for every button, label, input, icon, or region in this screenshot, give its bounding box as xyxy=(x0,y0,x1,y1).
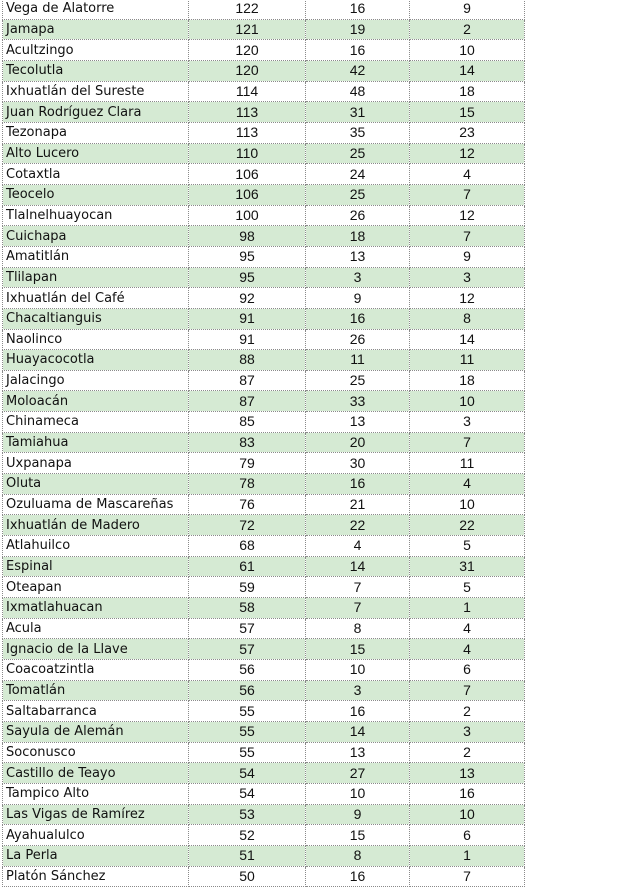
value-1-cell: 53 xyxy=(189,804,306,825)
table-row xyxy=(3,19,525,40)
municipality-name-cell: Chinameca xyxy=(3,412,189,433)
value-1-cell: 76 xyxy=(189,494,306,515)
municipality-name-cell: Acula xyxy=(3,618,189,639)
value-3-cell: 12 xyxy=(410,143,525,164)
value-1-cell: 57 xyxy=(189,618,306,639)
value-1-cell: 120 xyxy=(189,60,306,81)
value-1-cell: 83 xyxy=(189,432,306,453)
table-row xyxy=(3,432,525,453)
table-row xyxy=(3,102,525,123)
value-2-cell: 3 xyxy=(306,680,410,701)
table-row xyxy=(3,515,525,536)
value-1-cell: 55 xyxy=(189,742,306,763)
value-3-cell: 8 xyxy=(410,308,525,329)
value-2-cell: 25 xyxy=(306,370,410,391)
value-1-cell: 98 xyxy=(189,226,306,247)
value-2-cell: 16 xyxy=(306,474,410,495)
value-1-cell: 91 xyxy=(189,329,306,350)
value-2-cell: 13 xyxy=(306,412,410,433)
value-1-cell: 55 xyxy=(189,701,306,722)
value-3-cell: 4 xyxy=(410,639,525,660)
value-2-cell: 26 xyxy=(306,205,410,226)
municipality-name-cell: Las Vigas de Ramírez xyxy=(3,804,189,825)
municipality-name-cell: Platón Sánchez xyxy=(3,866,189,887)
table-row xyxy=(3,60,525,81)
value-3-cell: 6 xyxy=(410,825,525,846)
value-3-cell: 2 xyxy=(410,742,525,763)
municipality-name-cell: Atlahuilco xyxy=(3,536,189,557)
value-1-cell: 106 xyxy=(189,184,306,205)
value-2-cell: 48 xyxy=(306,81,410,102)
municipality-name-cell: Tlalnelhuayocan xyxy=(3,205,189,226)
value-2-cell: 22 xyxy=(306,515,410,536)
table-row xyxy=(3,329,525,350)
table-row xyxy=(3,556,525,577)
value-3-cell: 23 xyxy=(410,122,525,143)
value-1-cell: 56 xyxy=(189,660,306,681)
value-3-cell: 10 xyxy=(410,391,525,412)
value-1-cell: 122 xyxy=(189,0,306,19)
value-2-cell: 35 xyxy=(306,122,410,143)
value-2-cell: 10 xyxy=(306,783,410,804)
table-row xyxy=(3,825,525,846)
table-row xyxy=(3,246,525,267)
value-2-cell: 24 xyxy=(306,164,410,185)
value-3-cell: 7 xyxy=(410,680,525,701)
value-2-cell: 20 xyxy=(306,432,410,453)
table-row xyxy=(3,81,525,102)
table-row xyxy=(3,536,525,557)
value-2-cell: 3 xyxy=(306,267,410,288)
value-2-cell: 42 xyxy=(306,60,410,81)
municipality-name-cell: Tlilapan xyxy=(3,267,189,288)
table-row xyxy=(3,267,525,288)
table-row xyxy=(3,474,525,495)
value-1-cell: 50 xyxy=(189,866,306,887)
value-1-cell: 85 xyxy=(189,412,306,433)
value-3-cell: 5 xyxy=(410,536,525,557)
value-3-cell: 5 xyxy=(410,577,525,598)
value-1-cell: 59 xyxy=(189,577,306,598)
value-3-cell: 4 xyxy=(410,164,525,185)
value-2-cell: 25 xyxy=(306,184,410,205)
municipality-name-cell: Tampico Alto xyxy=(3,783,189,804)
value-2-cell: 7 xyxy=(306,577,410,598)
value-2-cell: 30 xyxy=(306,453,410,474)
value-3-cell: 4 xyxy=(410,474,525,495)
municipality-name-cell: Soconusco xyxy=(3,742,189,763)
municipality-name-cell: Vega de Alatorre xyxy=(3,0,189,19)
value-3-cell: 10 xyxy=(410,40,525,61)
table-row xyxy=(3,0,525,19)
table-row xyxy=(3,122,525,143)
value-1-cell: 57 xyxy=(189,639,306,660)
municipality-name-cell: Castillo de Teayo xyxy=(3,763,189,784)
municipality-name-cell: Espinal xyxy=(3,556,189,577)
table-row xyxy=(3,370,525,391)
value-2-cell: 4 xyxy=(306,536,410,557)
table-row xyxy=(3,804,525,825)
municipality-name-cell: Teocelo xyxy=(3,184,189,205)
value-3-cell: 10 xyxy=(410,804,525,825)
value-1-cell: 113 xyxy=(189,122,306,143)
table-row xyxy=(3,205,525,226)
value-2-cell: 15 xyxy=(306,639,410,660)
value-1-cell: 68 xyxy=(189,536,306,557)
table-row xyxy=(3,308,525,329)
value-1-cell: 55 xyxy=(189,721,306,742)
value-3-cell: 3 xyxy=(410,412,525,433)
value-3-cell: 13 xyxy=(410,763,525,784)
value-1-cell: 95 xyxy=(189,246,306,267)
value-1-cell: 92 xyxy=(189,288,306,309)
value-2-cell: 11 xyxy=(306,350,410,371)
table-row xyxy=(3,660,525,681)
value-3-cell: 6 xyxy=(410,660,525,681)
municipality-name-cell: Juan Rodríguez Clara xyxy=(3,102,189,123)
value-1-cell: 54 xyxy=(189,763,306,784)
municipality-name-cell: Saltabarranca xyxy=(3,701,189,722)
table-row xyxy=(3,742,525,763)
value-2-cell: 33 xyxy=(306,391,410,412)
table-row xyxy=(3,412,525,433)
value-3-cell: 16 xyxy=(410,783,525,804)
table-row xyxy=(3,453,525,474)
value-3-cell: 9 xyxy=(410,246,525,267)
value-3-cell: 14 xyxy=(410,60,525,81)
table-row xyxy=(3,350,525,371)
value-1-cell: 79 xyxy=(189,453,306,474)
value-1-cell: 91 xyxy=(189,308,306,329)
municipality-name-cell: Cuichapa xyxy=(3,226,189,247)
municipality-name-cell: Ayahualulco xyxy=(3,825,189,846)
table-row xyxy=(3,494,525,515)
municipality-name-cell: Alto Lucero xyxy=(3,143,189,164)
value-1-cell: 87 xyxy=(189,391,306,412)
value-1-cell: 95 xyxy=(189,267,306,288)
table-row xyxy=(3,783,525,804)
value-2-cell: 9 xyxy=(306,288,410,309)
municipality-name-cell: Oteapan xyxy=(3,577,189,598)
municipality-name-cell: Ixhuatlán del Sureste xyxy=(3,81,189,102)
municipality-name-cell: Moloacán xyxy=(3,391,189,412)
table-row xyxy=(3,391,525,412)
value-3-cell: 15 xyxy=(410,102,525,123)
value-3-cell: 7 xyxy=(410,184,525,205)
municipality-name-cell: Acultzingo xyxy=(3,40,189,61)
table-row xyxy=(3,639,525,660)
value-3-cell: 2 xyxy=(410,19,525,40)
value-1-cell: 100 xyxy=(189,205,306,226)
table-row xyxy=(3,226,525,247)
municipality-name-cell: Ignacio de la Llave xyxy=(3,639,189,660)
municipality-name-cell: Tezonapa xyxy=(3,122,189,143)
value-3-cell: 18 xyxy=(410,81,525,102)
value-2-cell: 13 xyxy=(306,742,410,763)
value-1-cell: 72 xyxy=(189,515,306,536)
value-1-cell: 58 xyxy=(189,598,306,619)
municipality-name-cell: Tecolutla xyxy=(3,60,189,81)
table-row xyxy=(3,721,525,742)
value-1-cell: 56 xyxy=(189,680,306,701)
value-2-cell: 15 xyxy=(306,825,410,846)
value-2-cell: 7 xyxy=(306,598,410,619)
municipality-name-cell: Ozuluama de Mascareñas xyxy=(3,494,189,515)
value-2-cell: 16 xyxy=(306,866,410,887)
municipality-name-cell: Ixhuatlán de Madero xyxy=(3,515,189,536)
table-row xyxy=(3,40,525,61)
value-1-cell: 78 xyxy=(189,474,306,495)
municipality-name-cell: La Perla xyxy=(3,845,189,866)
value-2-cell: 8 xyxy=(306,618,410,639)
table-row xyxy=(3,845,525,866)
value-2-cell: 26 xyxy=(306,329,410,350)
municipality-name-cell: Tamiahua xyxy=(3,432,189,453)
value-3-cell: 3 xyxy=(410,721,525,742)
table-row xyxy=(3,143,525,164)
value-1-cell: 113 xyxy=(189,102,306,123)
value-3-cell: 4 xyxy=(410,618,525,639)
table-row xyxy=(3,618,525,639)
value-3-cell: 7 xyxy=(410,226,525,247)
table-row xyxy=(3,577,525,598)
value-3-cell: 9 xyxy=(410,0,525,19)
table-row xyxy=(3,701,525,722)
table-row xyxy=(3,184,525,205)
municipality-name-cell: Coacoatzintla xyxy=(3,660,189,681)
value-3-cell: 1 xyxy=(410,598,525,619)
table-row xyxy=(3,598,525,619)
value-3-cell: 31 xyxy=(410,556,525,577)
value-1-cell: 110 xyxy=(189,143,306,164)
value-1-cell: 106 xyxy=(189,164,306,185)
value-2-cell: 19 xyxy=(306,19,410,40)
value-3-cell: 12 xyxy=(410,205,525,226)
value-2-cell: 13 xyxy=(306,246,410,267)
value-1-cell: 61 xyxy=(189,556,306,577)
value-2-cell: 31 xyxy=(306,102,410,123)
table-row xyxy=(3,866,525,887)
municipality-name-cell: Uxpanapa xyxy=(3,453,189,474)
value-1-cell: 54 xyxy=(189,783,306,804)
municipality-name-cell: Ixhuatlán del Café xyxy=(3,288,189,309)
municipality-name-cell: Chacaltianguis xyxy=(3,308,189,329)
municipality-name-cell: Ixmatlahuacan xyxy=(3,598,189,619)
value-2-cell: 16 xyxy=(306,308,410,329)
value-2-cell: 16 xyxy=(306,701,410,722)
value-2-cell: 9 xyxy=(306,804,410,825)
municipality-name-cell: Sayula de Alemán xyxy=(3,721,189,742)
value-3-cell: 12 xyxy=(410,288,525,309)
value-3-cell: 11 xyxy=(410,453,525,474)
value-3-cell: 22 xyxy=(410,515,525,536)
value-2-cell: 16 xyxy=(306,0,410,19)
municipality-name-cell: Oluta xyxy=(3,474,189,495)
municipality-name-cell: Naolinco xyxy=(3,329,189,350)
value-1-cell: 51 xyxy=(189,845,306,866)
value-1-cell: 121 xyxy=(189,19,306,40)
value-3-cell: 10 xyxy=(410,494,525,515)
municipality-name-cell: Huayacocotla xyxy=(3,350,189,371)
value-2-cell: 14 xyxy=(306,556,410,577)
table-row xyxy=(3,164,525,185)
value-1-cell: 88 xyxy=(189,350,306,371)
value-1-cell: 52 xyxy=(189,825,306,846)
value-2-cell: 8 xyxy=(306,845,410,866)
municipality-name-cell: Tomatlán xyxy=(3,680,189,701)
value-3-cell: 2 xyxy=(410,701,525,722)
table-row xyxy=(3,288,525,309)
value-3-cell: 7 xyxy=(410,866,525,887)
value-2-cell: 27 xyxy=(306,763,410,784)
value-3-cell: 11 xyxy=(410,350,525,371)
municipality-data-table xyxy=(2,0,525,887)
table-row xyxy=(3,680,525,701)
value-3-cell: 14 xyxy=(410,329,525,350)
value-2-cell: 16 xyxy=(306,40,410,61)
municipality-name-cell: Jalacingo xyxy=(3,370,189,391)
municipality-name-cell: Jamapa xyxy=(3,19,189,40)
table-body xyxy=(3,0,525,887)
value-1-cell: 87 xyxy=(189,370,306,391)
value-2-cell: 25 xyxy=(306,143,410,164)
value-3-cell: 7 xyxy=(410,432,525,453)
value-3-cell: 3 xyxy=(410,267,525,288)
municipality-name-cell: Amatitlán xyxy=(3,246,189,267)
value-1-cell: 120 xyxy=(189,40,306,61)
table-row xyxy=(3,763,525,784)
value-3-cell: 18 xyxy=(410,370,525,391)
municipality-name-cell: Cotaxtla xyxy=(3,164,189,185)
value-2-cell: 21 xyxy=(306,494,410,515)
value-2-cell: 10 xyxy=(306,660,410,681)
value-2-cell: 18 xyxy=(306,226,410,247)
value-3-cell: 1 xyxy=(410,845,525,866)
value-1-cell: 114 xyxy=(189,81,306,102)
value-2-cell: 14 xyxy=(306,721,410,742)
